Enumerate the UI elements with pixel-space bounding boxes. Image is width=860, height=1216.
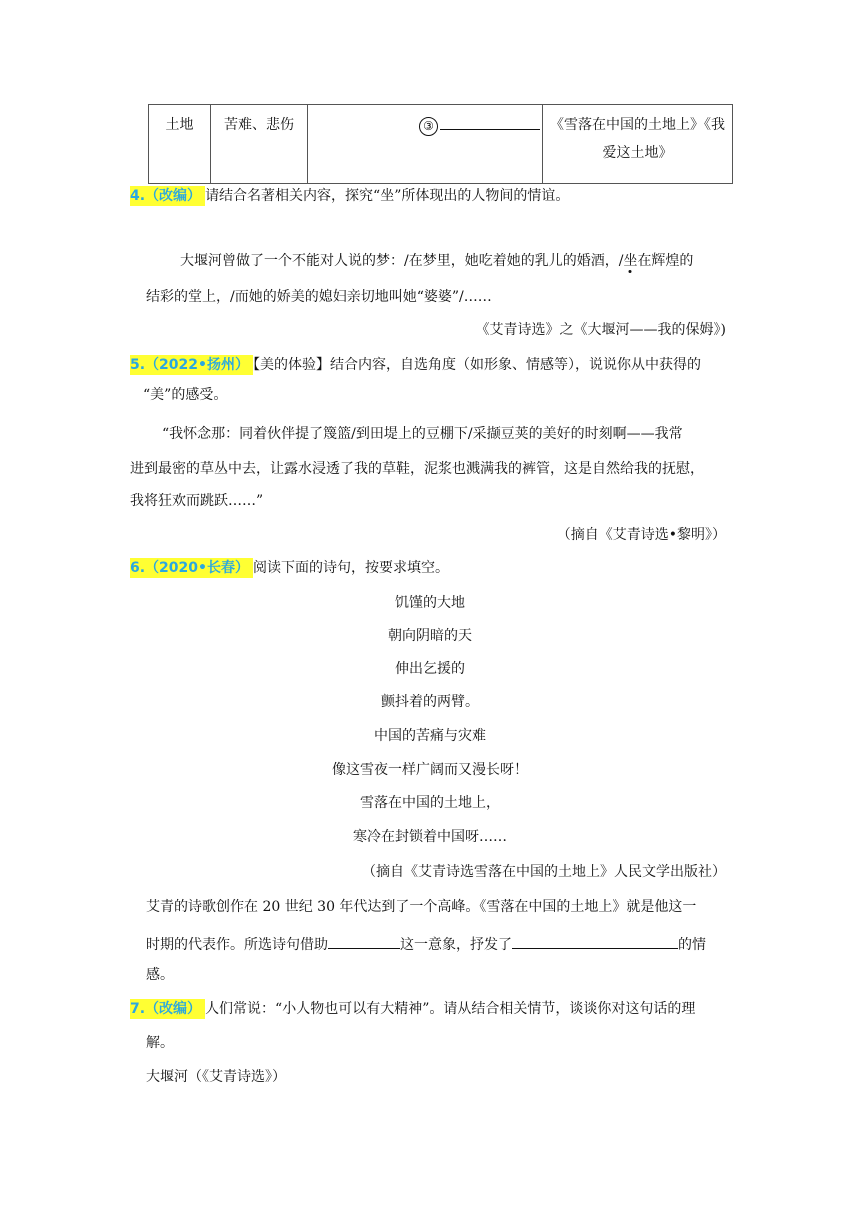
poem-line: 颤抖着的两臂。: [381, 694, 479, 710]
source-citation: （摘自《艾青诗选•黎明》）: [556, 527, 726, 543]
source-citation: 《艾青诗选》之《大堰河——我的保姆》): [475, 322, 726, 338]
emphasis-char: 坐: [623, 253, 638, 269]
question-text-cont: “美”的感受。: [143, 387, 228, 403]
question-text: 阅读下面的诗句，按要求填空。: [252, 560, 449, 576]
poem-line: 中国的苦痛与灾难: [374, 728, 486, 744]
poem-line: 饥馑的大地: [395, 595, 465, 611]
passage-line: 我将狂欢而跳跃……”: [130, 493, 264, 509]
table-cell: 土地: [149, 105, 211, 184]
source-citation: （摘自《艾青诗选雪落在中国的土地上》人民文学出版社）: [362, 864, 726, 880]
poem-line: 朝向阴暗的天: [388, 628, 472, 644]
poem-line: 伸出乞援的: [395, 661, 465, 677]
question-6: [130, 557, 449, 577]
question-tag: 4.（改编）: [130, 186, 205, 206]
answer-table: [148, 104, 733, 184]
passage-line: 结彩的堂上，/而她的娇美的媳妇亲切地叫她“婆婆”/……: [146, 289, 492, 305]
body-line: 艾青的诗歌创作在 20 世纪 30 年代达到了一个高峰。《雪落在中国的土地上》就是他这一: [146, 899, 697, 915]
question-text-cont: 解。: [146, 1035, 174, 1051]
question-tag: 7.（改编）: [130, 999, 205, 1019]
question-5: [130, 354, 701, 374]
table-cell: 《雪落在中国的土地上》《我 爱这土地》: [543, 105, 733, 184]
passage-line: 进到最密的草丛中去，让露水浸透了我的草鞋，泥浆也溅满我的裤管，这是自然给我的抚慰，: [130, 461, 704, 477]
question-text: 【美的体验】结合内容，自选角度（如形象、情感等），说说你从中获得的: [252, 357, 701, 373]
table-row: [149, 105, 733, 184]
body-line: 感。: [146, 967, 174, 983]
fill-blank[interactable]: [512, 930, 678, 949]
question-tag: 5.（2022•扬州）: [130, 355, 253, 375]
poem-line: 像这雪夜一样广阔而又漫长呀！: [332, 762, 528, 778]
fill-blank[interactable]: [440, 111, 540, 130]
passage-line: “我怀念那：同着伙伴提了篾篮/到田堤上的豆棚下/采撷豆荚的美好的时刻啊——我常: [162, 426, 683, 442]
table-cell-blank: [308, 105, 543, 184]
question-tag: 6.（2020•长春）: [130, 558, 253, 578]
question-text: 请结合名著相关内容，探究“坐”所体现出的人物间的情谊。: [205, 188, 570, 204]
poem-line: 雪落在中国的土地上，: [360, 795, 500, 811]
question-text: 人们常说：“小人物也可以有大精神”。请从结合相关情节，谈谈你对这句话的理: [205, 1001, 696, 1017]
question-4: [130, 185, 569, 205]
passage-line: 大堰河曾做了一个不能对人说的梦：/在梦里，她吃着她的乳儿的婚酒，/坐在辉煌的: [180, 253, 694, 269]
circled-number: ③: [419, 117, 438, 136]
fill-blank[interactable]: [328, 930, 400, 949]
body-line: 时期的代表作。所选诗句借助 这一意象，抒发了 的情: [146, 930, 706, 954]
question-7: [130, 998, 695, 1018]
poem-line: 寒冷在封锁着中国呀……: [353, 829, 507, 845]
work-title: 大堰河（《艾青诗选》）: [146, 1069, 286, 1085]
table-cell: 苦难、悲伤: [211, 105, 308, 184]
